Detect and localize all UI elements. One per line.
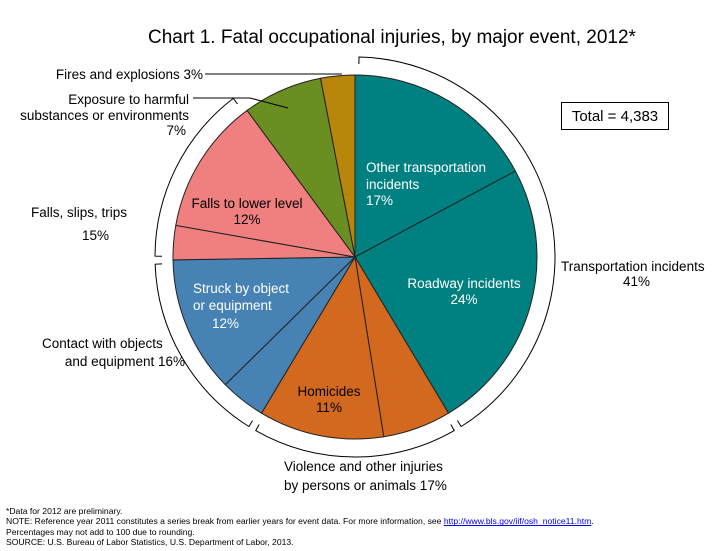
label-contact-2: and equipment 16% (64, 354, 185, 369)
slice-label-other-transport-3: 17% (366, 193, 394, 208)
note-source: SOURCE: U.S. Bureau of Labor Statistics, U.S. Department of Labor, 2013. (6, 537, 294, 548)
slice-label-struck-2: or equipment (193, 298, 272, 313)
slice-label-struck-3: 12% (212, 316, 240, 331)
label-exposure-2: substances or environments (20, 108, 189, 123)
footnotes (6, 506, 712, 548)
notice-link[interactable]: http://www.bls.gov/iif/osh_notice11.htm (443, 516, 592, 527)
note-rounding: Percentages may not add to 100 due to rounding. (6, 526, 195, 537)
label-fires: Fires and explosions 3% (55, 67, 203, 82)
label-falls-1: Falls, slips, trips (31, 205, 128, 220)
slice-label-other-transport-1: Other transportation (366, 160, 487, 175)
label-transport-1: Transportation incidents (561, 259, 705, 274)
label-exposure-3: 7% (166, 123, 186, 138)
slice-label-other-transport-2: incidents (366, 177, 420, 192)
chart-title: Chart 1. Fatal occupational injuries, by major event, 2012* (148, 27, 636, 48)
note-reference: NOTE: Reference year 2011 constitutes a series break from earlier years for event data. For more information, see http://www.bls.gov/iif/osh_notice11.htm. (6, 516, 594, 527)
slice-label-roadway-1: Roadway incidents (407, 276, 521, 291)
slice-label-homicides-1: Homicides (297, 384, 361, 399)
slice-label-falls-lower-2: 12% (233, 212, 261, 227)
slice-label-roadway-2: 24% (450, 292, 478, 307)
slice-label-struck-1: Struck by object (193, 281, 290, 296)
label-violence-2: by persons or animals 17% (284, 478, 447, 493)
slice-label-homicides-2: 11% (315, 400, 343, 415)
note-preliminary: *Data for 2012 are preliminary. (6, 506, 123, 516)
total-box: Total = 4,383 (561, 102, 669, 130)
label-contact-1: Contact with objects (42, 336, 163, 351)
label-exposure-1: Exposure to harmful (68, 92, 189, 107)
slice-label-falls-lower-1: Falls to lower level (191, 196, 303, 211)
label-transport-2: 41% (623, 274, 651, 289)
label-falls-2: 15% (82, 228, 110, 243)
label-violence-1: Violence and other injuries (284, 459, 443, 474)
